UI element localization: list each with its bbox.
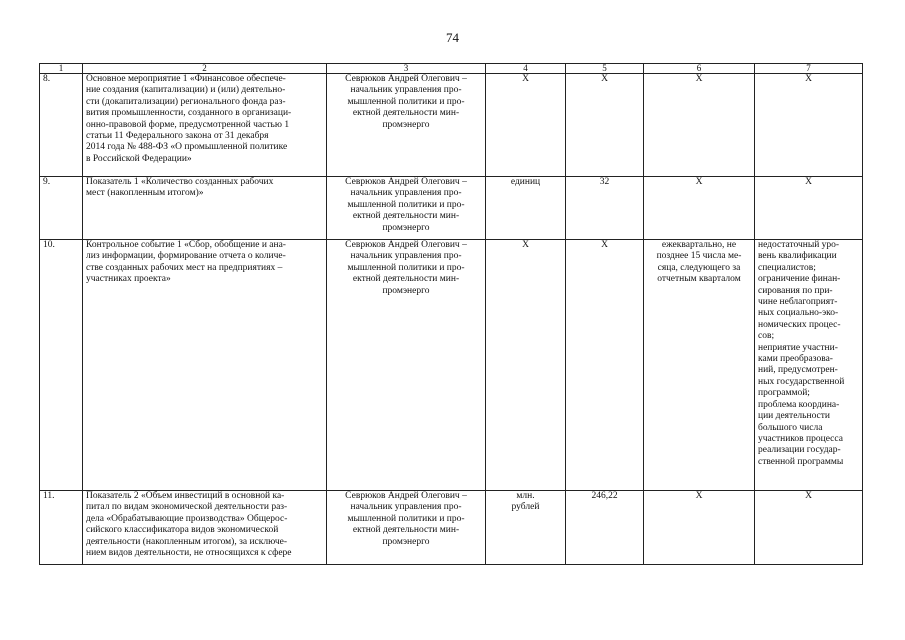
table-row [40,240,863,491]
row-unit: Х [486,240,566,491]
plan-table [39,63,863,565]
row-responsible: Севрюков Андрей Олегович – начальник управления про- мышленной политики и про- ектной деятельности мин- промэнерго [327,74,486,177]
row-number: 8. [40,74,83,177]
row-value: 246,22 [566,491,644,565]
column-header: 1 [40,64,83,74]
row-deadline: Х [644,177,755,240]
column-header: 7 [755,64,863,74]
row-responsible: Севрюков Андрей Олегович – начальник управления про- мышленной политики и про- ектной деятельности мин- промэнерго [327,177,486,240]
row-value: Х [566,74,644,177]
table-row [40,177,863,240]
column-header: 6 [644,64,755,74]
row-unit: млн. рублей [486,491,566,565]
row-risks: недостаточный уро- вень квалификации специалистов; ограничение финан- сирования по при- чине неблагоприят- ных социально-эко- номических процес- сов; неприятие участни- ками преобразова- ний, предусмотрен- ных государственной программой; проблема координа- ции деятельности большого числа участников процесса реализации государ- ственной программы [755,240,863,491]
row-responsible: Севрюков Андрей Олегович – начальник управления про- мышленной политики и про- ектной деятельности мин- промэнерго [327,491,486,565]
row-description: Показатель 2 «Объем инвестиций в основной ка- питал по видам экономической деятельности раз- дела «Обрабатывающие производства» Общерос- сийского классификатора видов экономической деятельности (накопленным итогом), за исключе- нием видов деятельности, не относящихся к сфере [83,491,327,565]
row-value: Х [566,240,644,491]
row-number: 11. [40,491,83,565]
column-header: 3 [327,64,486,74]
row-number: 9. [40,177,83,240]
row-risks: Х [755,177,863,240]
row-deadline: Х [644,491,755,565]
column-header: 5 [566,64,644,74]
row-unit: единиц [486,177,566,240]
table-row [40,74,863,177]
row-responsible: Севрюков Андрей Олегович – начальник управления про- мышленной политики и про- ектной деятельности мин- промэнерго [327,240,486,491]
row-number: 10. [40,240,83,491]
page-number: 74 [446,30,459,45]
row-value: 32 [566,177,644,240]
column-header: 4 [486,64,566,74]
row-risks: Х [755,491,863,565]
row-unit: Х [486,74,566,177]
row-description: Контрольное событие 1 «Сбор, обобщение и ана- лиз информации, формирование отчета о количе- стве созданных рабочих мест на предприятиях – участниках проекта» [83,240,327,491]
row-deadline: ежеквартально, не позднее 15 числа ме- сяца, следующего за отчетным кварталом [644,240,755,491]
row-deadline: Х [644,74,755,177]
row-description: Основное мероприятие 1 «Финансовое обеспече- ние создания (капитализации) и (или) деятельно- сти (докапитализации) регионального фонда раз- вития промышленности, созданного в организаци- онно-правовой форме, предусмотренной частью 1 статьи 11 Федерального закона от 31 декабря 2014 года № 488-ФЗ «О промышленной политике в Российской Федерации» [83,74,327,177]
column-header: 2 [83,64,327,74]
row-description: Показатель 1 «Количество созданных рабочих мест (накопленным итогом)» [83,177,327,240]
row-risks: Х [755,74,863,177]
column-number-row [40,64,863,74]
table-row [40,491,863,565]
